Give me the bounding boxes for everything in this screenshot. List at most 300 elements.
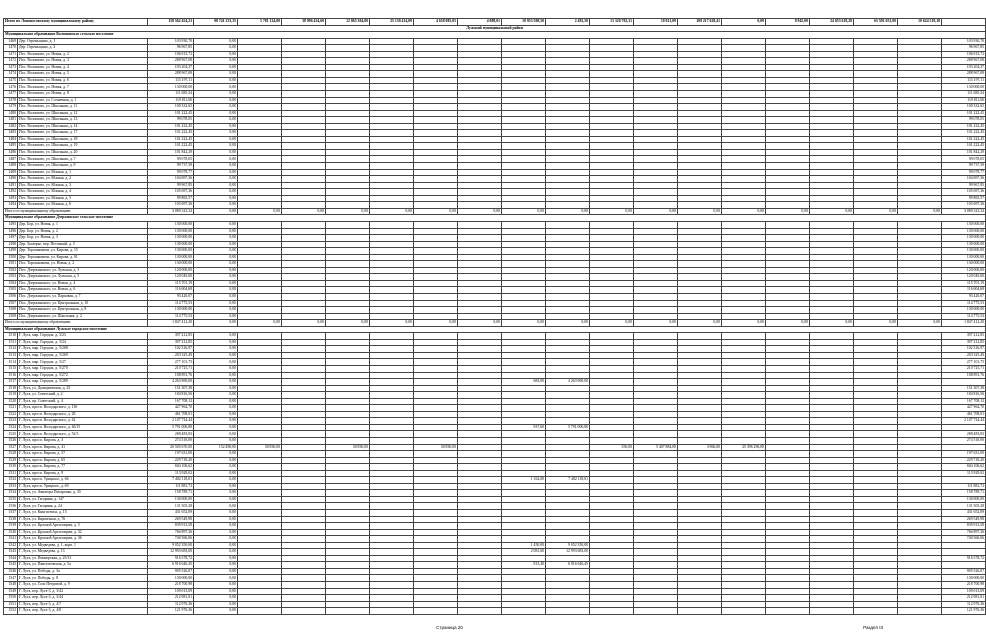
row-address: Дер. Огреньщино, д. 1 <box>18 38 148 45</box>
row-value: 3 966,00 <box>678 444 722 451</box>
row-value: 0,00 <box>194 536 238 543</box>
row-address: Пос. Дзержинского, ул. Новая, д. 4 <box>18 280 148 287</box>
total-value: 8 945,00 <box>766 19 810 26</box>
row-value: 683,00 <box>502 379 546 386</box>
row-number: 1537 <box>4 510 18 517</box>
row-value <box>238 608 282 615</box>
row-final: 101 222,45 <box>942 123 986 130</box>
subtotal-value: 0,00 <box>766 320 810 327</box>
row-number: 1540 <box>4 529 18 536</box>
subtotal-value: 0,00 <box>502 320 546 327</box>
row-address: Г. Луга, ул. Авиатора Писаренко, д. 35 <box>18 490 148 497</box>
row-value: 0,00 <box>194 523 238 530</box>
row-value <box>722 608 766 615</box>
row-total: 105 697,36 <box>148 189 194 196</box>
row-value: 0,00 <box>194 143 238 150</box>
total-value: 109 217 628,41 <box>678 19 722 26</box>
row-value <box>678 608 722 615</box>
row-address: Г. Луга, мкр. Городок, д. 5/270 <box>18 365 148 372</box>
row-value: 0,00 <box>194 307 238 314</box>
row-address: Пос. Волошово, ул. Школьная, д. 18 <box>18 136 148 143</box>
table-row <box>4 608 986 615</box>
subtotal-value: 0,00 <box>194 208 238 215</box>
subtotal-value: 0,00 <box>282 320 326 327</box>
row-address: Пос. Волошово, ул. Школьная, д. 11 <box>18 104 148 111</box>
row-number: 1549 <box>4 588 18 595</box>
subtotal-value: 0,00 <box>678 208 722 215</box>
row-value: 0,00 <box>194 221 238 228</box>
row-number: 1522 <box>4 411 18 418</box>
row-address: Пос. Волошово, ул. Южная, д. 5 <box>18 195 148 202</box>
row-number: 1538 <box>4 516 18 523</box>
row-final: 397 212,85 <box>942 333 986 340</box>
row-address: Пос. Волошово, ул. Новая, д. 4 <box>18 64 148 71</box>
row-value: 0,00 <box>194 601 238 608</box>
row-address: Г. Луга, просп. Володарского, д. 46/15 <box>18 424 148 431</box>
row-value: 0,00 <box>194 379 238 386</box>
row-final: 119 811,06 <box>942 97 986 104</box>
row-final: 113 929,02 <box>942 470 986 477</box>
row-address: Г. Луга, ул. Кингисеппа, д. 15 <box>18 510 148 517</box>
row-value: 0,00 <box>194 516 238 523</box>
row-total: 101 842,29 <box>148 149 194 156</box>
row-address: Дер. Торошковичи, ул. Кирова, д. 91 <box>18 254 148 261</box>
row-address: Г. Луга, ул. Тоси Петровой, д. 9 <box>18 582 148 589</box>
subtotal-value: 0,00 <box>502 208 546 215</box>
row-total: 20 505 670,00 <box>148 444 194 451</box>
total-value: 158 562 454,23 <box>148 19 194 26</box>
row-total: 130 000,00 <box>148 248 194 255</box>
row-number: 1529 <box>4 457 18 464</box>
row-total: 99 078,77 <box>148 169 194 176</box>
row-value: 0,00 <box>194 431 238 438</box>
row-total: 288 967,08 <box>148 58 194 65</box>
subtotal-value: 0,00 <box>898 320 942 327</box>
row-address: Г. Луга, мкр. Городок, д. 5/289 <box>18 379 148 386</box>
row-total: 218 700,98 <box>148 582 194 589</box>
row-address: Пос. Волошово, ул. Школьная, д. 13 <box>18 117 148 124</box>
row-address: Г. Луга, пер. Луга-3, д. 4/8 <box>18 608 148 615</box>
row-address: Г. Луга, мкр. Городок, д. 5/27 <box>18 359 148 366</box>
row-address: Г. Луга, просп. Кирова, д. 41 <box>18 444 148 451</box>
row-value: 0,00 <box>194 503 238 510</box>
row-number: 1479 <box>4 104 18 111</box>
subtotal-value: 0,00 <box>194 320 238 327</box>
row-value: 937,60 <box>502 424 546 431</box>
row-value: 2 081,00 <box>502 549 546 556</box>
row-value: 0,00 <box>194 71 238 78</box>
row-total: 158 789,71 <box>148 490 194 497</box>
section-title: Муниципальное образование Волошовское сельское поселение <box>4 32 986 39</box>
row-total: 103 204,37 <box>148 64 194 71</box>
row-value: 0,00 <box>194 549 238 556</box>
total-value: 0,00 <box>722 19 766 26</box>
row-total: 114 775,53 <box>148 300 194 307</box>
row-address: Г. Луга, ул. Пионерская, д. 25/31 <box>18 555 148 562</box>
total-value: 10 624 519,18 <box>898 19 942 26</box>
row-value: 152 490,00 <box>194 444 238 451</box>
row-number: 1471 <box>4 51 18 58</box>
row-value: 25 396 296,00 <box>722 444 766 451</box>
row-value: 0,00 <box>194 156 238 163</box>
row-value <box>282 608 326 615</box>
row-final: 105 697,36 <box>942 202 986 209</box>
row-number: 1484 <box>4 136 18 143</box>
row-number: 1524 <box>4 424 18 431</box>
row-total: 916 578,72 <box>148 555 194 562</box>
subtotal-label: Итого по муниципальному образованию <box>4 208 148 215</box>
subtotal-value: 0,00 <box>678 320 722 327</box>
row-total: 130 000,00 <box>148 228 194 235</box>
row-value: 0,00 <box>194 333 238 340</box>
row-total: 210 725,71 <box>148 365 194 372</box>
row-value: 6 916 646,45 <box>546 562 590 569</box>
row-total: 431 652,09 <box>148 510 194 517</box>
total-value: 38 996 434,60 <box>282 19 326 26</box>
row-number: 1542 <box>4 542 18 549</box>
row-value: 0,00 <box>194 267 238 274</box>
total-label: Итого по Ломоносовскому муниципальному району <box>4 19 148 26</box>
row-value: 0,00 <box>194 287 238 294</box>
row-final: 111 685,34 <box>942 91 986 98</box>
row-value <box>854 608 898 615</box>
row-total: 104 697,36 <box>148 176 194 183</box>
row-address: Г. Луга, пер. Луга-3, д. 3/42 <box>18 588 148 595</box>
row-final: 218 700,98 <box>942 582 986 589</box>
row-value: 5 791 006,80 <box>546 424 590 431</box>
subtotal-value: 1 847 412,20 <box>148 320 194 327</box>
row-final: 103 930,70 <box>942 38 986 45</box>
row-number: 1472 <box>4 58 18 65</box>
row-total: 115 197,11 <box>148 77 194 84</box>
row-value: 0,00 <box>194 411 238 418</box>
row-number: 1552 <box>4 608 18 615</box>
row-final: 99 967,85 <box>942 182 986 189</box>
row-value: 7 482 118,01 <box>546 477 590 484</box>
row-number: 1514 <box>4 359 18 366</box>
row-final: 120 049,00 <box>942 274 986 281</box>
row-value <box>458 608 502 615</box>
row-value: 0,00 <box>194 293 238 300</box>
row-address: Г. Луга, мкр. Городок, д. 5/269 <box>18 352 148 359</box>
row-value: 0,00 <box>194 359 238 366</box>
row-total: 130 000,00 <box>148 261 194 268</box>
row-address: Г. Луга, пер. Луга-3, д. 3/44 <box>18 595 148 602</box>
row-final: 130 000,00 <box>942 261 986 268</box>
row-number: 1547 <box>4 575 18 582</box>
total-value: 4 658 085,05 <box>414 19 458 26</box>
row-number: 1498 <box>4 241 18 248</box>
row-address: Пос. Волошово, ул. Школьная, д. 14 <box>18 123 148 130</box>
row-total: 103 930,70 <box>148 38 194 45</box>
row-address: Пос. Дзержинского, ул. Центральная, д. 8 <box>18 307 148 314</box>
row-value <box>414 608 458 615</box>
total-value: 10 953 508,50 <box>502 19 546 26</box>
section-title: Муниципальное образование Лужское городское поселение <box>4 326 986 333</box>
row-number: 1481 <box>4 117 18 124</box>
row-address: Пос. Волошово, ул. Школьная, д. 20 <box>18 149 148 156</box>
row-total: 105 697,36 <box>148 202 194 209</box>
row-value: 0,00 <box>194 84 238 91</box>
row-total: 2 107 724,44 <box>148 418 194 425</box>
row-final: 109 013,09 <box>942 588 986 595</box>
row-value: 0,00 <box>194 418 238 425</box>
row-number: 1470 <box>4 45 18 52</box>
row-address: Пос. Волошово, ул. Южная, д. 2 <box>18 176 148 183</box>
subtotal-value: 0,00 <box>634 320 678 327</box>
row-number: 1545 <box>4 562 18 569</box>
row-address: Пос. Дзержинского, ул. Лужская, д. 3 <box>18 267 148 274</box>
row-value: 0,00 <box>194 64 238 71</box>
row-final: 104 697,36 <box>942 176 986 183</box>
row-value: 0,00 <box>194 346 238 353</box>
subtotal-value: 0,00 <box>590 208 634 215</box>
row-number: 1521 <box>4 405 18 412</box>
row-number: 1511 <box>4 339 18 346</box>
row-total: 905 526,07 <box>148 568 194 575</box>
row-number: 1495 <box>4 221 18 228</box>
row-address: Г. Луга, просп. Кирова, д. 57 <box>18 451 148 458</box>
row-value: 0,00 <box>194 241 238 248</box>
row-address: Г. Луга, просп. Володарского, д. 13б <box>18 405 148 412</box>
row-number: 1508 <box>4 307 18 314</box>
row-number: 1548 <box>4 582 18 589</box>
row-number: 1492 <box>4 189 18 196</box>
row-total: 120 049,00 <box>148 274 194 281</box>
row-final: 604 106,62 <box>942 464 986 471</box>
subtotal-value: 0,00 <box>458 208 502 215</box>
row-total: 101 222,45 <box>148 143 194 150</box>
row-final: 101 222,45 <box>942 130 986 137</box>
row-address: Пос. Волошово, ул. Солнечная, д. 1 <box>18 97 148 104</box>
row-address: Дер. Бор, ул. Новая, д. 2 <box>18 228 148 235</box>
row-total: 108 891,76 <box>148 372 194 379</box>
row-value <box>590 608 634 615</box>
row-address: Пос. Дзержинского, ул. Лужская, д. 5 <box>18 274 148 281</box>
total-value: 65 591 653,00 <box>854 19 898 26</box>
row-value: 0,00 <box>194 457 238 464</box>
row-final: 130 000,00 <box>942 221 986 228</box>
row-number: 1512 <box>4 346 18 353</box>
row-value: 0,00 <box>194 510 238 517</box>
row-value: 0,00 <box>194 182 238 189</box>
row-total: 101 222,45 <box>148 123 194 130</box>
row-final: 112 976,36 <box>942 601 986 608</box>
row-value: 0,00 <box>194 562 238 569</box>
row-value: 0,00 <box>194 365 238 372</box>
row-address: Дер. Огреньщино, д. 2 <box>18 45 148 52</box>
row-value: 0,00 <box>194 588 238 595</box>
row-address: Г. Луга, просп. Володарского, д. 52/3 <box>18 431 148 438</box>
row-total: 130 000,00 <box>148 307 194 314</box>
row-value: 0,00 <box>194 274 238 281</box>
row-total: 116 604,68 <box>148 287 194 294</box>
subtotal-value: 0,00 <box>414 208 458 215</box>
row-number: 1474 <box>4 71 18 78</box>
row-total: 102 316,97 <box>148 346 194 353</box>
row-number: 1523 <box>4 418 18 425</box>
row-number: 1546 <box>4 568 18 575</box>
row-number: 1496 <box>4 228 18 235</box>
row-address: Г. Луга, ул. Советский, д. 2 <box>18 392 148 399</box>
row-final: 210 725,71 <box>942 365 986 372</box>
row-final: 197 631,00 <box>942 451 986 458</box>
section-title: Муниципальное образование Дзержинское сельское поселение <box>4 215 986 222</box>
row-address: Г. Луга, просп. Кирова, д. 77 <box>18 464 148 471</box>
subtotal-value: 0,00 <box>546 320 590 327</box>
row-number: 1534 <box>4 490 18 497</box>
row-value: 0,00 <box>194 149 238 156</box>
row-total: 93 420,07 <box>148 293 194 300</box>
row-value <box>766 608 810 615</box>
row-total: 6 916 646,45 <box>148 562 194 569</box>
row-number: 1477 <box>4 91 18 98</box>
row-total: 274 518,00 <box>148 438 194 445</box>
row-value: 0,00 <box>194 483 238 490</box>
row-final: 120 000,00 <box>942 267 986 274</box>
row-number: 1550 <box>4 595 18 602</box>
row-total: 130 000,00 <box>148 575 194 582</box>
row-final: 99 078,77 <box>942 169 986 176</box>
row-value: 0,00 <box>194 169 238 176</box>
row-value: 0,00 <box>194 529 238 536</box>
subtotal-value: 0,00 <box>634 208 678 215</box>
row-total: 203 325,49 <box>148 352 194 359</box>
row-final: 212 981,01 <box>942 595 986 602</box>
total-value: 2 492,50 <box>546 19 590 26</box>
subtotal-value: 0,00 <box>238 208 282 215</box>
row-final: 101 222,45 <box>942 143 986 150</box>
row-number: 1544 <box>4 555 18 562</box>
row-address: Пос. Волошово, ул. Новая, д. 6 <box>18 77 148 84</box>
row-total: 115 701,19 <box>148 280 194 287</box>
row-total: 109 013,09 <box>148 588 194 595</box>
row-final: 269 549,98 <box>942 516 986 523</box>
row-address: Пос. Волошово, ул. Новая, д. 3 <box>18 58 148 65</box>
row-total: 121 976,36 <box>148 608 194 615</box>
row-total: 130 000,00 <box>148 235 194 242</box>
row-final: 151 307,38 <box>942 385 986 392</box>
row-value: 0,00 <box>194 595 238 602</box>
row-final: 397 212,85 <box>942 339 986 346</box>
row-final: 229 718,20 <box>942 457 986 464</box>
row-value: 0,00 <box>194 385 238 392</box>
row-number: 1503 <box>4 274 18 281</box>
row-total: 212 981,01 <box>148 595 194 602</box>
row-final: 114 775,53 <box>942 300 986 307</box>
row-final: 2 107 724,44 <box>942 418 986 425</box>
row-number: 1515 <box>4 365 18 372</box>
row-total: 101 222,45 <box>148 136 194 143</box>
row-value: 0,00 <box>194 189 238 196</box>
row-value: 30 830,00 <box>414 444 458 451</box>
row-total: 766 897,36 <box>148 529 194 536</box>
total-value: 25 130 414,00 <box>370 19 414 26</box>
row-address: Пос. Волошово, ул. Южная, д. 1 <box>18 169 148 176</box>
row-number: 1520 <box>4 398 18 405</box>
row-total: 101 222,45 <box>148 130 194 137</box>
row-number: 1541 <box>4 536 18 543</box>
row-final: 116 604,68 <box>942 287 986 294</box>
subtotal-label: Итого по муниципальному образованию <box>4 320 148 327</box>
row-number: 1489 <box>4 169 18 176</box>
row-value: 0,00 <box>194 339 238 346</box>
row-final: 115 197,11 <box>942 77 986 84</box>
row-total: 288 483,83 <box>148 431 194 438</box>
row-final: 916 578,72 <box>942 555 986 562</box>
row-address: Пос. Торошковичи, ул. Новая, д. 2 <box>18 261 148 268</box>
row-total: 740 566,06 <box>148 536 194 543</box>
row-number: 1510 <box>4 333 18 340</box>
row-address: Г. Луга, просп. Урицкого, д. 69 <box>18 483 148 490</box>
subtotal-value: 0,00 <box>458 320 502 327</box>
row-value: 0,00 <box>194 392 238 399</box>
total-value: 24 053 618,28 <box>810 19 854 26</box>
row-final: 130 000,00 <box>942 248 986 255</box>
row-total: 167 708,12 <box>148 398 194 405</box>
subtotal-value: 0,00 <box>722 320 766 327</box>
row-total: 96 967,85 <box>148 45 194 52</box>
row-address: Г. Луга, ул. Победы, д. 8 <box>18 575 148 582</box>
row-address: Пос. Дзержинского, ул. Центральная, д. 10 <box>18 300 148 307</box>
row-value: 0,00 <box>194 608 238 615</box>
row-value: 0,00 <box>194 130 238 137</box>
row-address: Г. Луга, мкр. Городок, д. 5/272 <box>18 372 148 379</box>
row-number: 1519 <box>4 392 18 399</box>
row-number: 1517 <box>4 379 18 386</box>
row-value: 0,00 <box>194 91 238 98</box>
row-total: 397 212,85 <box>148 339 194 346</box>
row-number: 1487 <box>4 156 18 163</box>
row-address: Г. Луга, просп. Кирова, д. 3 <box>18 438 148 445</box>
row-value: 4 263 969,00 <box>546 379 590 386</box>
row-total: 99 078,05 <box>148 156 194 163</box>
total-value: 12 865 304,00 <box>326 19 370 26</box>
total-value: 13 320 702,31 <box>590 19 634 26</box>
row-final: 288 967,08 <box>942 58 986 65</box>
row-address: Пос. Волошово, ул. Школьная, д. 7 <box>18 156 148 163</box>
row-final: 740 566,06 <box>942 536 986 543</box>
total-value: 10 921,00 <box>634 19 678 26</box>
row-value: 0,00 <box>194 575 238 582</box>
row-value: 0,00 <box>194 490 238 497</box>
row-value: 0,00 <box>194 280 238 287</box>
row-value: 0,00 <box>194 228 238 235</box>
row-value: 0,00 <box>194 97 238 104</box>
row-value: 0,00 <box>194 398 238 405</box>
row-number: 1486 <box>4 149 18 156</box>
subtotal-value: 0,00 <box>854 208 898 215</box>
total-value: 98 741 233,35 <box>194 19 238 26</box>
row-address: Г. Луга, мкр. Городок, д. 3/23 <box>18 333 148 340</box>
row-final: 130 000,00 <box>942 254 986 261</box>
row-total: 111 685,34 <box>148 91 194 98</box>
row-final: 101 222,45 <box>942 136 986 143</box>
row-total: 111 881,72 <box>148 483 194 490</box>
row-final: 277 101,75 <box>942 359 986 366</box>
row-address: Г. Луга, просп. Володарского, д. 42 <box>18 418 148 425</box>
row-address: Г. Луга, ул. Медведева, д. 1, корп. 1 <box>18 542 148 549</box>
row-address: Пос. Дзержинского, ул. Новая, д. 6 <box>18 287 148 294</box>
row-number: 1473 <box>4 64 18 71</box>
row-value: 12 993 683,00 <box>546 549 590 556</box>
row-value: 0,00 <box>194 424 238 431</box>
row-number: 1500 <box>4 254 18 261</box>
row-address: Г. Луга, ул. Красной Артиллерии, д. 32 <box>18 529 148 536</box>
row-value: 0,00 <box>194 136 238 143</box>
row-total: 269 549,98 <box>148 516 194 523</box>
subtotal-final: 3 080 323,34 <box>942 208 986 215</box>
